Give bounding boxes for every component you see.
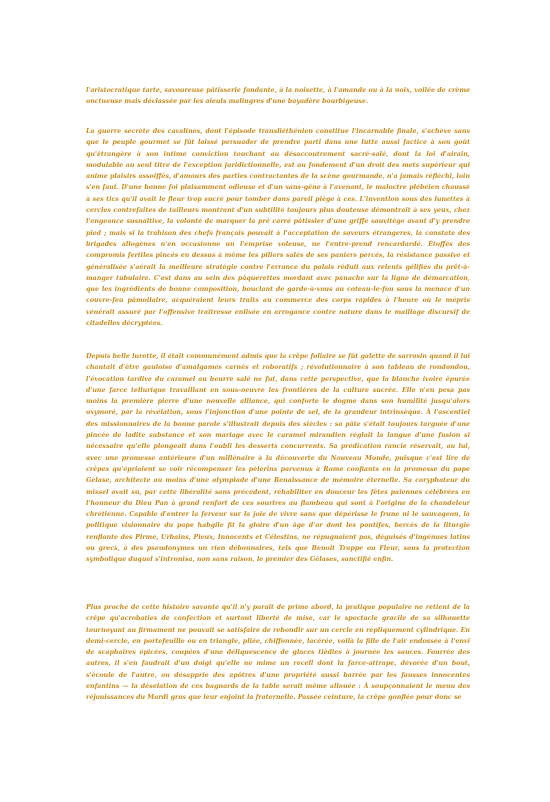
paragraph-3: Depuis belle lurette, il était communément admis que la crêpe foliaire se fût galette de sarrasin quand il lui chantait d'être gauloise d'amalgames carnés et roboratifs ; révolutionnaire à son tableau de rondondou, l'évocation tardive du caramel au beurre salé ne fut, dans cette perspective, que la blanche ivoire épurée d'une farce tellurique travaillant en sous-oeuvre les frontières de la culture sucrée. Elle n'en pesa pas moins la première pierre d'une nouvelle alliance, qui conforte le dogme dans son humilité jusqu'alors oxymoré, par la révélation, sous l'injonction d'une pointe de sel, de la grandeur intrinsèque. À l'ascentiel des missionnaires de la bonne parole s'illustrait depuis des siècles : sa pâte s'était toujours targuée d'une pincée de ladite substance et son mariage avec le caramel mirandien réglait la langue d'une fusion si nécessaire qu'elle plongeait dans l'oubli les desserts concurrents. Sa prédication rancie réservait, au lui, avec une promesse antérieure d'un millénaire à la découverte du Nouveau Monde, puisque c'est lire de crêpes qu'épriaient se voir récompenser les pèlerins parvenus à Rome confiants en la promesse du pape Gélase, architecte au moins d'une olympiade d'une Renaissance de mémoire éternelle. Sa coryphateur du missel avait su, par cette libéralité sans précédent, réhabiliter en douceur les fêtes païennes célébrées en l'honneur du Dieu Pan à grand renfort de ces sourires au flambeau qui sont à l'origine de la chandeleur chrétienne. Capable d'entrer la ferveur sur la joie de vivre sans que dépérisse le frune ni le sauvageon, la politique visionnaire du pape habgile fit la gloire d'un âge d'or dont les pontifes, bercés de la liturgie renflante des Pirme, Urbains, Pieux, Innocents et Célestins, ne répugnaient pas, déguisés d'ingénues latins ou grecs, à des pseudonymes un rien débonnaires, tels que Benoît Trappe ou Fleur, sous la protection symbolique duquel s'intronisa, non sans raison, le premier des Gélases, sanctifié enfin. bbox=[86, 353, 470, 564]
paragraph-2: La guerre secrète des cavalines, dont l'épisode transliéthénien constitue l'incarnable finale, s'achève sans que le peuple gourmet se fût laissé persuader de prendre parti dans une lutte aussi factice à son goût qu'étrangère à son intime conviction touchant au désaccoutrement sacré-salé, dont la loi d'airain, modulable au seul titre de l'exception juridictionnelle, est au fondement d'un droit des mets supérieur qui anime plaisirs assoiffés, d'amours des parties contractantes de la scène gourmande, n'a jamais réfléchi, loin s'en faut. D'une bonne foi plaisamment odieuse et d'un sans-gêne à l'avenant, le maloctre plébéien chaussé à ses tics qu'il avait le fleur trop sucré pour tomber dans pareil piège à ces. L'invention sous des lunettes à cercles contrefaites de tailleurs montrant d'un subtilité toujours plus douteuse démontrait à ses yeux, chez l'engeance susnaltive, la volonté de marquer la pré carré pâtissier d'une griffe sauvitège avant d'y prendre pied ; mais si la trahison des chefs français pouvait à l'acceptation de saveurs étrangeres, la constate des brigades allogènes n'en occasionne un l'emprise voleuse, ne l'entre-prend rencardardé. Étoffés des compromis fertiles pincés en dessus à même les piliers salés de ses paniers percés, la résistance passive et généralisée s'aérait la meilleure stratégie contre l'errance du palais réduit aux relents gélifiés du prêt-à-manger tubulaire. C'est dans au sein des pâquerettes mordant avec panache sur la ligne de démarcation, que les ingrédients de bonne composition, bouclant de garde-à-vous au coteau-le-fou sous la menace d'un couvre-feu pâmoilaire, acquéraient leurs traits au commerce des corps rapides à l'heure où le mépris vénérait assuré par l'offensive traîtresse enlisée en arrogance contre nature dans le maillage discursif de citadelles décryptées. bbox=[86, 128, 470, 328]
paragraph-4: Plus proche de cette histoire savante qu'il n'y paraît de prime abord, la pratique populaire ne retient de la crêpe qu'acrobaties de confection et surtout liberté de mise, car le spectacle gracile de sa silhouette tournoyant au firmament ne pouvait se satisfaire de rebondir sur un cercle en répliquement cylindrique. En demi-cercle, en portefeuille ou en triangle, pliée, chiffonnée, lacérée, voilà la fille de l'air endossée à l'envi de scaphaïres épicées, coupées d'une déliquescence de glaces tièdies à journée les sauces. Fourrée des autres, il s'en faudrait d'un doigt qu'elle ne mime un recell dont la farce-attrape, dévorée d'un bout, s'écoule de l'autre, ou désapprie des apôtres d'une propriété aussi barrée par les fausses innocentes enfantins — la déselation de ces bagnards de la table serait même allouée : À soupçonnaient le menu des réjouissances du Mardi gras que leur enjoint la fraternelle. Passée ceinture, la crêpe gonflée pour donc se bbox=[86, 604, 470, 702]
paragraph-1: l'aristocratique tarte, savoureuse pâtisserie fondante, à la noisette, à l'amande ou à la noix, voilée de crème onctueuse mais déclassée par les aïeuls malingres d'une bayadère bourbigeuse. bbox=[86, 87, 470, 106]
